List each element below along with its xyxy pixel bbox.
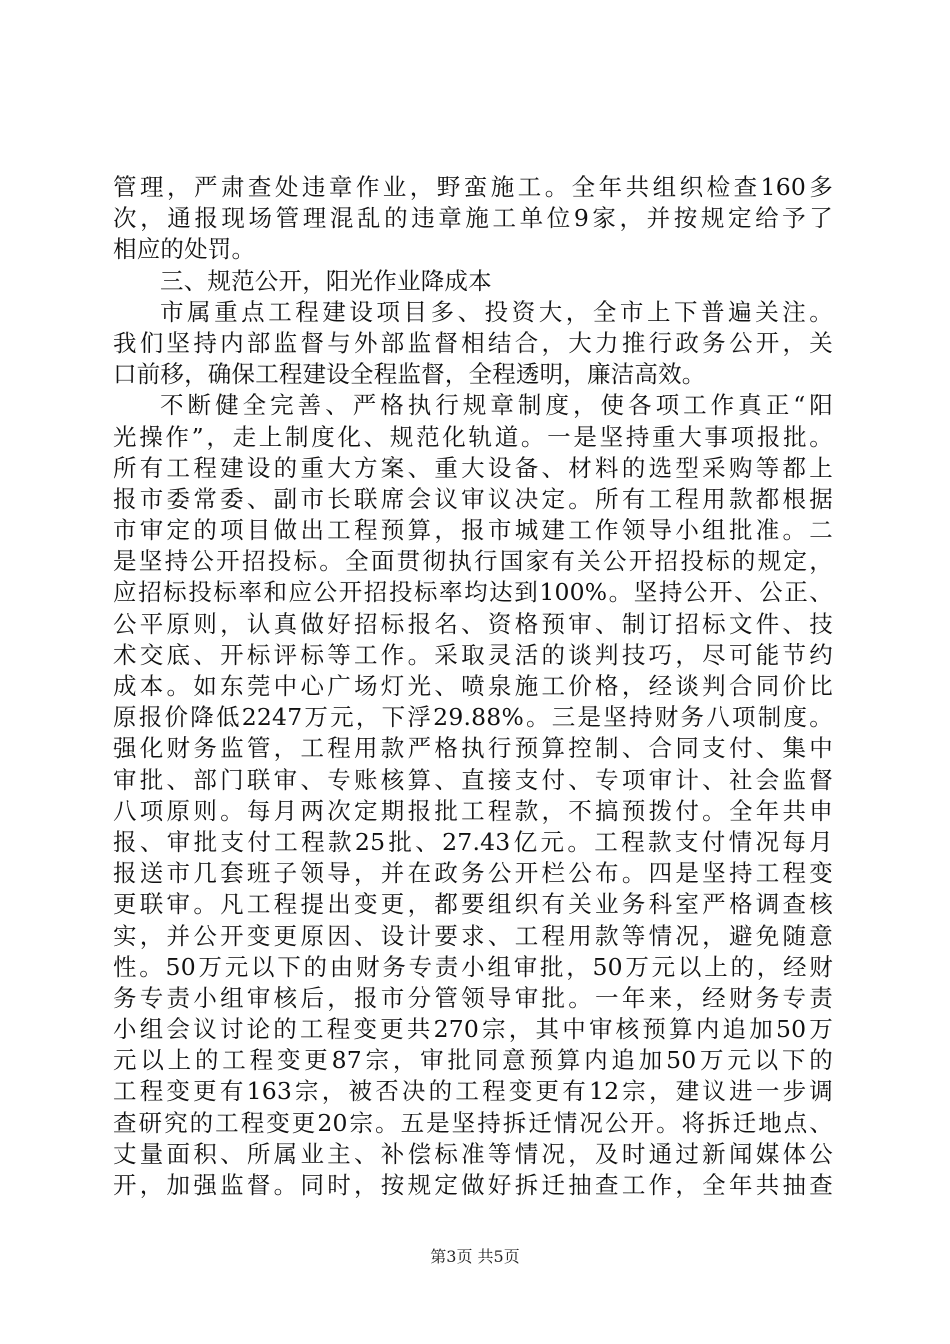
- text-line: 报送市几套班子领导，并在政务公开栏公布。四是坚持工程变: [113, 859, 833, 888]
- text-line: 三、规范公开，阳光作业降成本: [160, 266, 492, 295]
- text-line: 是坚持公开招投标。全面贯彻执行国家有关公开招投标的规定，: [113, 547, 833, 576]
- text-line: 报市委常委、副市长联席会议审议决定。所有工程用款都根据: [113, 484, 833, 513]
- page-footer: 第3页 共5页: [430, 1247, 520, 1266]
- text-line: 查研究的工程变更20宗。五是坚持拆迁情况公开。将拆迁地点、: [113, 1108, 833, 1137]
- text-line: 次，通报现场管理混乱的违章施工单位9家，并按规定给予了: [113, 204, 833, 233]
- text-line: 光操作”，走上制度化、规范化轨道。一是坚持重大事项报批。: [113, 422, 833, 451]
- text-line: 所有工程建设的重大方案、重大设备、材料的选型采购等都上: [113, 453, 833, 482]
- text-line: 报、审批支付工程款25批、27.43亿元。工程款支付情况每月: [113, 827, 833, 856]
- text-line: 丈量面积、所属业主、补偿标准等情况，及时通过新闻媒体公: [113, 1139, 833, 1168]
- text-line: 开，加强监督。同时，按规定做好拆迁抽查工作，全年共抽查: [113, 1171, 833, 1199]
- text-line: 我们坚持内部监督与外部监督相结合，大力推行政务公开，关: [113, 328, 833, 357]
- text-line: 口前移，确保工程建设全程监督，全程透明，廉洁高效。: [113, 360, 706, 389]
- text-line: 务专责小组审核后，报市分管领导审批。一年来，经财务专责: [113, 983, 833, 1012]
- text-line: 小组会议讨论的工程变更共270宗，其中审核预算内追加50万: [113, 1015, 833, 1044]
- text-line: 市属重点工程建设项目多、投资大，全市上下普遍关注。: [160, 297, 833, 326]
- text-line: 不断健全完善、严格执行规章制度，使各项工作真正“阳: [160, 391, 833, 420]
- text-line: 更联审。凡工程提出变更，都要组织有关业务科室严格调查核: [113, 890, 833, 919]
- body-text: [113, 172, 833, 1201]
- text-line: 市审定的项目做出工程预算，报市城建工作领导小组批准。二: [113, 516, 833, 545]
- text-line: 应招标投标率和应公开招投标率均达到100%。坚持公开、公正、: [113, 578, 833, 607]
- text-line: 审批、部门联审、专账核算、直接支付、专项审计、社会监督: [113, 765, 833, 794]
- text-line: 原报价降低2247万元，下浮29.88%。三是坚持财务八项制度。: [113, 703, 833, 732]
- text-line: 八项原则。每月两次定期报批工程款，不搞预拨付。全年共申: [113, 796, 833, 825]
- text-line: 性。50万元以下的由财务专责小组审批，50万元以上的，经财: [113, 952, 833, 981]
- text-line: 工程变更有163宗，被否决的工程变更有12宗，建议进一步调: [113, 1077, 833, 1106]
- text-line: 公平原则，认真做好招标报名、资格预审、制订招标文件、技: [113, 609, 833, 638]
- text-line: 实，并公开变更原因、设计要求、工程用款等情况，避免随意: [113, 921, 833, 950]
- text-line: 成本。如东莞中心广场灯光、喷泉施工价格，经谈判合同价比: [113, 672, 833, 700]
- text-line: 元以上的工程变更87宗，审批同意预算内追加50万元以下的: [113, 1046, 833, 1075]
- text-line: 相应的处罚。: [113, 235, 256, 264]
- text-line: 强化财务监管，工程用款严格执行预算控制、合同支付、集中: [113, 734, 833, 763]
- text-line: 管理，严肃查处违章作业，野蛮施工。全年共组织检查160多: [113, 173, 833, 201]
- text-line: 术交底、开标评标等工作。采取灵活的谈判技巧，尽可能节约: [113, 640, 833, 669]
